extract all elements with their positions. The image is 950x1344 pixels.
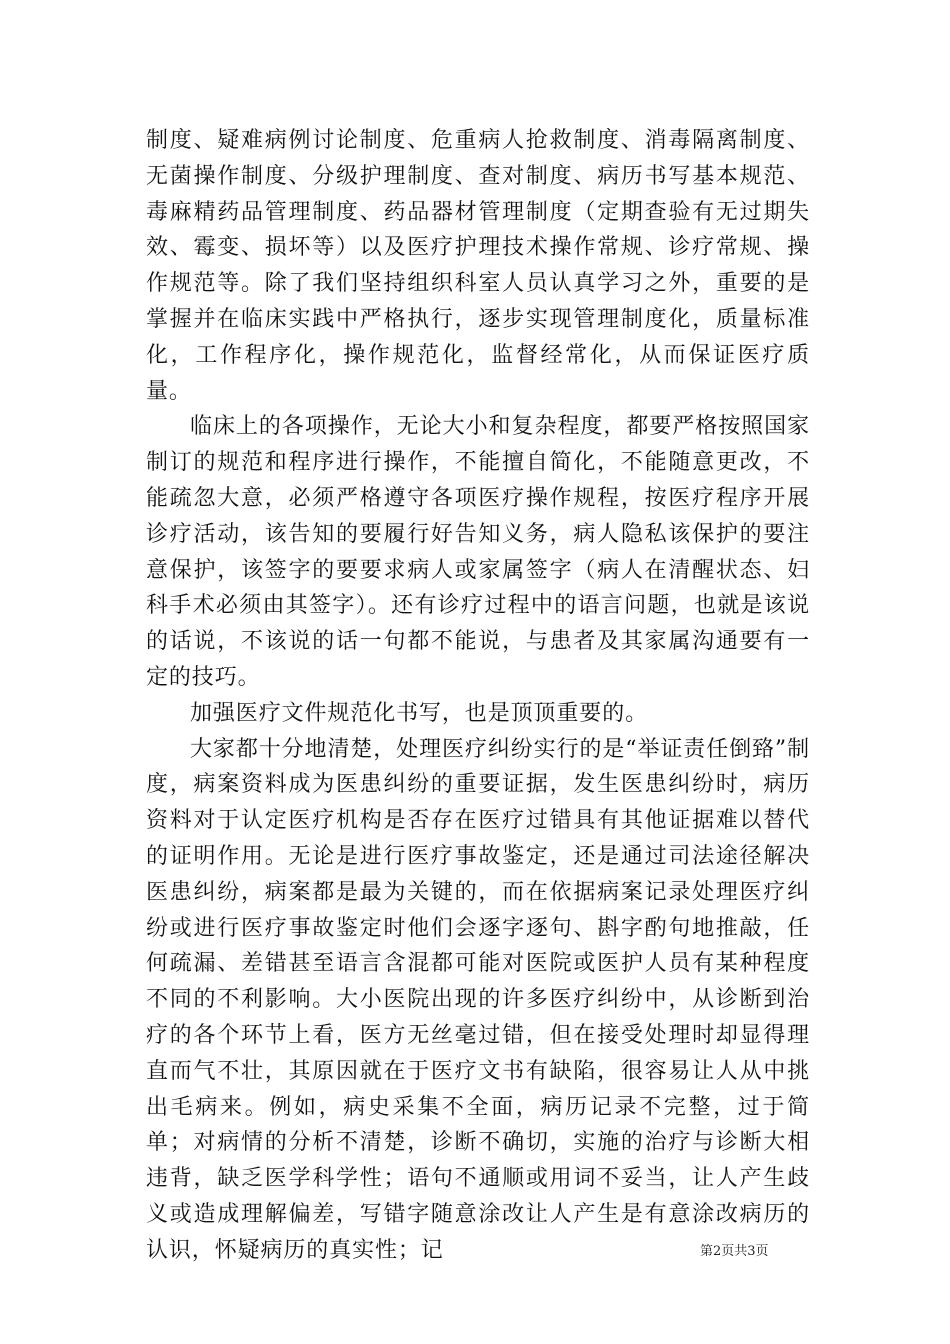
document-body bbox=[146, 123, 810, 1269]
paragraph-2: 临床上的各项操作，无论大小和复杂程度，都要严格按照国家制订的规范和程序进行操作，不能擅自简化，不能随意更改，不能疏忽大意，必须严格遵守各项医疗操作规程，按医疗程序开展诊疗活动，该告知的要履行好告知义务，病人隐私该保护的要注意保护，该签字的要要求病人或家属签字（病人在清醒状态、妇科手术必须由其签字）。还有诊疗过程中的语言问题，也就是该说的话说，不该说的话一句都不能说，与患者及其家属沟通要有一定的技巧。 bbox=[146, 414, 810, 690]
paragraph-3: 加强医疗文件规范化书写，也是顶顶重要的。 bbox=[190, 700, 649, 726]
paragraph-1: 制度、疑难病例讨论制度、危重病人抢救制度、消毒隔离制度、无菌操作制度、分级护理制度、查对制度、病历书写基本规范、毒麻精药品管理制度、药品器材管理制度（定期查验有无过期失效、霉变、损坏等）以及医疗护理技术操作常规、诊疗常规、操作规范等。除了我们坚持组织科室人员认真学习之外，重要的是掌握并在临床实践中严格执行，逐步实现管理制度化，质量标准化，工作程序化，操作规范化，监督经常化，从而保证医疗质量。 bbox=[146, 128, 810, 404]
page-number: 第2页共3页 bbox=[700, 1244, 769, 1259]
paragraph-4: 大家都十分地清楚，处理医疗纠纷实行的是“举证责任倒臵”制度，病案资料成为医患纠纷的重要证据，发生医患纠纷时，病历资料对于认定医疗机构是否存在医疗过错具有其他证据难以替代的证明作用。无论是进行医疗事故鉴定，还是通过司法途径解决医患纠纷，病案都是最为关键的，而在依据病案记录处理医疗纠纷或进行医疗事故鉴定时他们会逐字逐句、斟字酌句地推敲，任何疏漏、差错甚至语言含混都可能对医院或医护人员有某种程度不同的不利影响。大小医院出现的许多医疗纠纷中，从诊断到治疗的各个环节上看，医方无丝毫过错，但在接受处理时却显得理直而气不壮，其原因就在于医疗文书有缺陷，很容易让人从中挑出毛病来。例如，病史采集不全面，病历记录不完整，过于简单；对病情的分析不清楚，诊断不确切，实施的治疗与诊断大相违背，缺乏医学科学性；语句不通顺或用词不妥当，让人产生歧义或造成理解偏差，写错字随意涂改让人产生是有意涂改病历的认识，怀疑病历的真实性；记 bbox=[146, 736, 810, 1263]
